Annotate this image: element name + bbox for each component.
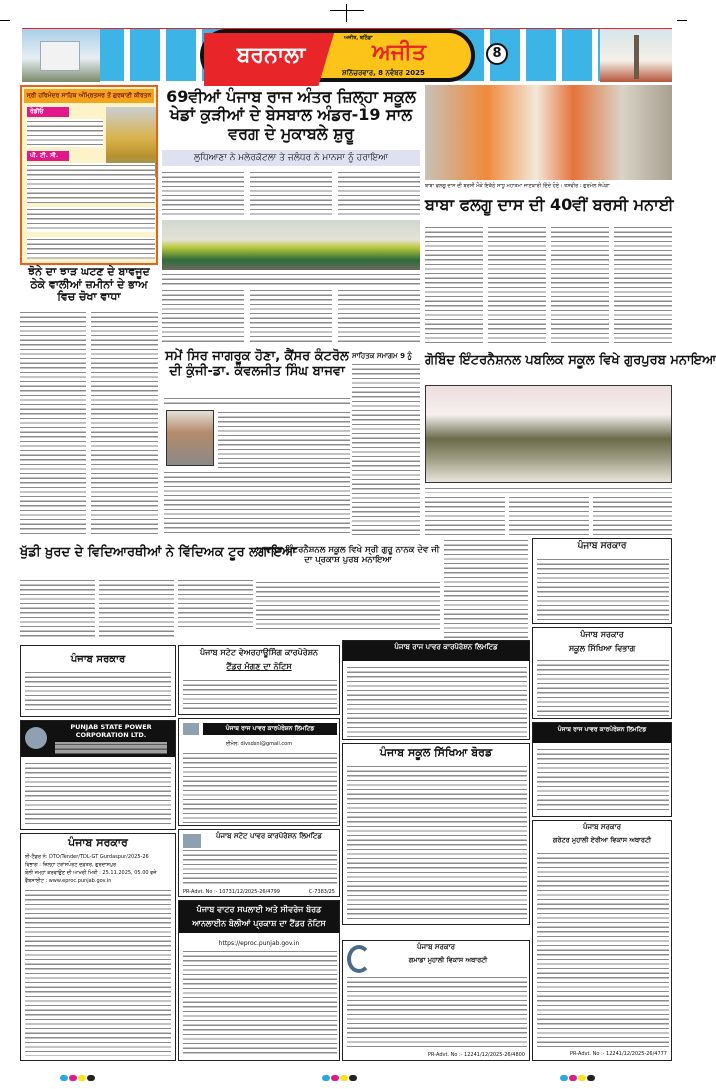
main-article-text xyxy=(162,288,244,345)
barsi-headline: ਬਾਬਾ ਫਲਗੂ ਦਾਸ ਦੀ 40ਵੀਂ ਬਰਸੀ ਮਨਾਈ xyxy=(425,195,674,214)
ad-text xyxy=(537,747,669,813)
ad-subtitle: ਗਰੇਟਰ ਮੁਹਾਲੀ ਏਰੀਆ ਵਿਕਾਸ ਅਥਾਰਟੀ xyxy=(552,836,652,844)
ad-title: ਪੰਜਾਬ ਸਰਕਾਰ xyxy=(577,541,627,551)
ad-text xyxy=(183,949,337,1057)
ad-title: ਪੰਜਾਬ ਸਰਕਾਰ xyxy=(582,823,621,831)
ad-line: ਬੋਲੀ ਜਮ੍ਹਾਂ ਕਰਵਾਉਣ ਦੀ ਆਖਰੀ ਮਿਤੀ : 25.11.2025, 05.00 ਵਜੇ xyxy=(25,870,157,876)
ad-header xyxy=(21,721,175,757)
gobind-headline: ਗੋਬਿੰਦ ਇੰਟਰਨੈਸ਼ਨਲ ਪਬਲਿਕ ਸਕੂਲ ਵਿਖੇ ਗੁਰਪੁਰਬ ਮਨਾਇਆ xyxy=(425,353,716,368)
crop-mark xyxy=(677,20,687,21)
kirtan-text xyxy=(27,119,103,147)
ad-title: ਪੰਜਾਬ ਸਕੂਲ ਸਿੱਖਿਆ ਬੋਰਡ xyxy=(379,746,493,759)
adarsh-article-text xyxy=(256,580,440,630)
ad-text xyxy=(183,678,337,712)
kirtan-box xyxy=(20,85,158,265)
water-board-ad xyxy=(178,900,340,1061)
ad-text xyxy=(347,665,527,737)
school-board-ad xyxy=(342,743,530,925)
left-article-text xyxy=(91,310,158,535)
pspcl-logo-icon xyxy=(183,723,199,735)
masthead xyxy=(22,28,672,81)
pspcl-col4-ad xyxy=(532,722,672,817)
ad-text xyxy=(537,658,669,716)
main-article-text xyxy=(338,288,420,345)
barsi-article-text xyxy=(488,225,546,345)
gobind-article-text xyxy=(509,495,589,535)
punjab-sarkar-col4-ad xyxy=(532,538,672,624)
cancer-article-text xyxy=(218,410,350,468)
kirtan-text xyxy=(27,207,155,232)
ad-title: ਪੰਜਾਬ ਸਰਕਾਰ xyxy=(70,654,126,665)
ad-text xyxy=(537,557,669,621)
doctor-photo xyxy=(166,410,214,466)
kirtan-text xyxy=(27,163,155,203)
main-subheadline: ਲੁਧਿਆਣਾ ਨੇ ਮਲੇਰਕੋਟਲਾ ਤੇ ਜਲੰਧਰ ਨੇ ਮਾਨਸਾ ਨੂੰ ਹਰਾਇਆ xyxy=(162,150,420,166)
gmada-ad xyxy=(532,820,672,1061)
ad-advt-no: PR-Advt. No :- 12241/12/2025-26/4777 xyxy=(570,1051,667,1057)
pspcl-punjabi-ad xyxy=(178,718,340,826)
issue-date: ਸ਼ਨਿੱਚਰਵਾਰ, 8 ਨਵੰਬਰ 2025 xyxy=(342,69,425,77)
khuddi-article-text xyxy=(178,578,253,630)
crop-mark xyxy=(0,20,10,21)
photo-caption xyxy=(162,272,420,286)
school-dept-ad xyxy=(532,627,672,719)
ad-text xyxy=(347,764,527,922)
gmada-logo-icon xyxy=(347,945,371,973)
ad-title: PUNJAB STATE POWER CORPORATION LTD. xyxy=(70,723,152,739)
warehousing-ad xyxy=(178,645,340,715)
ad-advt-no: PR-Advt. No :- 10731/12/2025-26/4799 xyxy=(183,889,280,895)
main-article-text xyxy=(250,288,332,345)
left-article-text xyxy=(20,310,86,535)
transport-tender-ad xyxy=(20,833,176,1061)
ad-subtitle: ਸਕੂਲ ਸਿੱਖਿਆ ਵਿਭਾਗ xyxy=(568,644,636,653)
ad-title: ਪੰਜਾਬ ਸਰਕਾਰ xyxy=(580,630,624,639)
ad-line: ਈ-ਟੈਂਡਰ ਨੰ: DTO/Tender/TDL-GT Gurdaspur/2025-26 xyxy=(25,854,149,860)
gobind-article-text xyxy=(425,495,505,535)
masthead-photo-left xyxy=(22,29,100,82)
left-headline: ਝੋਨੇ ਦਾ ਝਾੜ ਘਟਣ ਦੇ ਬਾਵਜੂਦ ਠੇਕੇ ਵਾਲੀਆਂ ਜ਼ਮੀਨਾਂ ਦੇ ਭਾਅ ਵਿਚ ਚੋਖਾ ਵਾਧਾ xyxy=(28,265,150,304)
paper-name: ਅਜੀਤ xyxy=(372,40,426,65)
radio-label: ਰੇਡੀਓ xyxy=(27,107,69,117)
ad-text xyxy=(25,888,171,1056)
gobind-article-text xyxy=(593,495,672,535)
khuddi-article-text xyxy=(99,578,174,640)
ad-email: ਈਮੇਲ: divsdsnl@gmail.com xyxy=(225,741,293,747)
khuddi-article-text xyxy=(20,578,95,640)
ad-text xyxy=(25,670,171,710)
ad-title: ਪੰਜਾਬ ਸਟੇਟ ਵੇਅਰਹਾਊਸਿੰਗ ਕਾਰਪੋਰੇਸ਼ਨ xyxy=(199,648,319,657)
masthead-photo-right xyxy=(600,29,672,82)
ad-text xyxy=(183,848,337,886)
ad-subtitle: ਗਮਾਡਾ ਮੁਹਾਲੀ ਵਿਕਾਸ ਅਥਾਰਟੀ xyxy=(408,956,488,964)
ad-url: https://eproc.punjab.gov.in xyxy=(218,940,300,947)
barsi-article-text xyxy=(614,225,672,345)
punjab-sarkar-ad xyxy=(20,645,176,717)
sahitak-headline: ਸਾਹਿਤਕ ਸਮਾਗਮ 9 ਨੂੰ xyxy=(352,352,412,360)
ad-advt-no: PR-Advt. No :- 12241/12/2025-26/4800 xyxy=(428,1052,525,1058)
pspcl-logo-icon xyxy=(183,834,201,848)
pspcl-english-ad xyxy=(20,720,176,830)
city-name: ਬਰਨਾਲਾ xyxy=(236,43,306,68)
kirtan-text xyxy=(27,237,155,259)
color-registration-bar xyxy=(322,1066,358,1085)
khuddi-headline: ਖੁੱਡੀ ਖ਼ੁਰਦ ਦੇ ਵਿਦਿਆਰਥੀਆਂ ਨੇ ਵਿੱਦਿਅਕ ਟੂਰ ਲਗਾਇਆ xyxy=(20,545,297,560)
ad-code: C-7383/25 xyxy=(308,889,335,895)
crop-mark xyxy=(330,10,364,11)
color-registration-bar xyxy=(560,1066,596,1085)
ad-header: ਪੰਜਾਬ ਵਾਟਰ ਸਪਲਾਈ ਅਤੇ ਸੀਵਰੇਜ ਬੋਰਡ ਆਨਲਾਈਨ ਬੋਲੀਆਂ ਪ੍ਰਕਾਸ਼ ਦਾ ਟੈਂਡਰ ਨੋਟਿਸ xyxy=(179,901,339,933)
crop-mark xyxy=(346,4,347,22)
ad-title: ਪੰਜਾਬ ਸਰਕਾਰ xyxy=(68,836,128,849)
ad-subtitle: ਟੈਂਡਰ ਮੰਗਣ ਦਾ ਨੋਟਿਸ xyxy=(226,662,292,671)
ad-header: ਪੰਜਾਬ ਰਾਜ ਪਾਵਰ ਕਾਰਪੋਰੇਸ਼ਨ ਲਿਮਟਿਡ xyxy=(343,641,529,661)
photo-caption xyxy=(425,486,672,493)
main-article-text xyxy=(250,170,332,218)
gurpurab-photo xyxy=(425,385,672,483)
adarsh-article-text xyxy=(444,538,528,643)
ad-text xyxy=(25,761,171,827)
masthead-logo xyxy=(200,29,475,82)
gmada-mid-ad xyxy=(342,940,530,1061)
sahitak-article-text xyxy=(352,362,420,535)
pspcl-logo-icon xyxy=(25,727,47,749)
ad-line: ਵੈੱਬਸਾਈਟ : www.eproc.punjab.gov.in xyxy=(25,878,112,884)
barsi-article-text xyxy=(551,225,609,345)
kirtan-title: ਸ੍ਰੀ ਹਰਿਮੰਦਰ ਸਾਹਿਬ ਅੰਮ੍ਰਿਤਸਰ ਤੋਂ ਗੁਰਬਾਣੀ ਕੀਰਤਨ xyxy=(24,89,154,103)
ad-line: ਵਿਭਾਗ : ਜ਼ਿਲ੍ਹਾ ਟਰਾਂਸਪੋਰਟ ਦਫ਼ਤਰ, ਗੁਰਦਾਸਪੁਰ xyxy=(25,862,117,868)
adarsh-headline: ਆਦਰਸ਼ ਇੰਟਰਨੈਸ਼ਨਲ ਸਕੂਲ ਵਿਖੇ ਸ੍ਰੀ ਗੁਰੂ ਨਾਨਕ ਦੇਵ ਜੀ ਦਾ ਪ੍ਰਕਾਸ਼ ਪੁਰਬ ਮਨਾਇਆ xyxy=(256,545,440,565)
baseball-team-photo xyxy=(162,220,420,270)
ad-text xyxy=(183,751,337,823)
pspcl-col3-ad xyxy=(342,640,530,740)
cancer-article-text xyxy=(164,396,350,406)
ad-text xyxy=(347,975,527,1049)
barsi-article-text xyxy=(425,225,483,345)
ad-title: ਪੰਜਾਬ ਸਟੇਟ ਪਾਵਰ ਕਾਰਪੋਰੇਸ਼ਨ ਲਿਮਟਿਡ xyxy=(216,832,322,840)
cancer-article-text xyxy=(164,470,350,535)
ad-text xyxy=(537,851,669,1047)
ad-title: ਪੰਜਾਬ ਸਰਕਾਰ xyxy=(416,943,455,951)
barsi-caption: ਬਾਬਾ ਫਲਗੂ ਦਾਸ ਦੀ ਬਰਸੀ ਮੌਕੇ ਇਕੱਠੇ ਸਾਧੂ ਮਹਾਤਮਾ ਜਾਣਕਾਰੀ ਦਿੰਦੇ ਹੋਏ। ਤਸਵੀਰ : ਗੁਰਮੇਲ ਸੰਘੇੜਾ xyxy=(425,183,610,189)
ad-subtext xyxy=(55,742,167,754)
pspcl-tender-ad xyxy=(178,829,340,897)
color-registration-bar xyxy=(60,1066,96,1085)
barsi-photo xyxy=(425,85,672,180)
ptc-label: ਪੀ. ਟੀ. ਸੀ. xyxy=(27,151,69,161)
main-headline: 69ਵੀਆਂ ਪੰਜਾਬ ਰਾਜ ਅੰਤਰ ਜ਼ਿਲ੍ਹਾ ਸਕੂਲ ਖੇਡਾਂ ਕੁੜੀਆਂ ਦੇ ਬੇਸਬਾਲ ਅੰਡਰ-19 ਸਾਲ ਵਰਗ ਦੇ ਮੁਕਾਬਲੇ ਸ਼ੁਰੂ xyxy=(166,87,416,143)
cancer-headline: ਸਮੇਂ ਸਿਰ ਜਾਗਰੂਕ ਹੋਣਾ, ਕੈਂਸਰ ਕੰਟਰੋਲ ਦੀ ਕੁੰਜੀ-ਡਾ. ਕੰਵਲਜੀਤ ਸਿੰਘ ਬਾਜਵਾ xyxy=(165,349,349,379)
main-article-text xyxy=(162,170,244,218)
ad-header: ਪੰਜਾਬ ਰਾਜ ਪਾਵਰ ਕਾਰਪੋਰੇਸ਼ਨ ਲਿਮਟਿਡ xyxy=(203,723,337,735)
main-article-text xyxy=(338,170,420,218)
page-number: 8 xyxy=(486,43,508,65)
ad-header: ਪੰਜਾਬ ਰਾਜ ਪਾਵਰ ਕਾਰਪੋਰੇਸ਼ਨ ਲਿਮਟਿਡ xyxy=(533,723,671,743)
edition-label: ਅਜੀਤ, ਬਠਿੰਡਾ xyxy=(344,35,373,41)
